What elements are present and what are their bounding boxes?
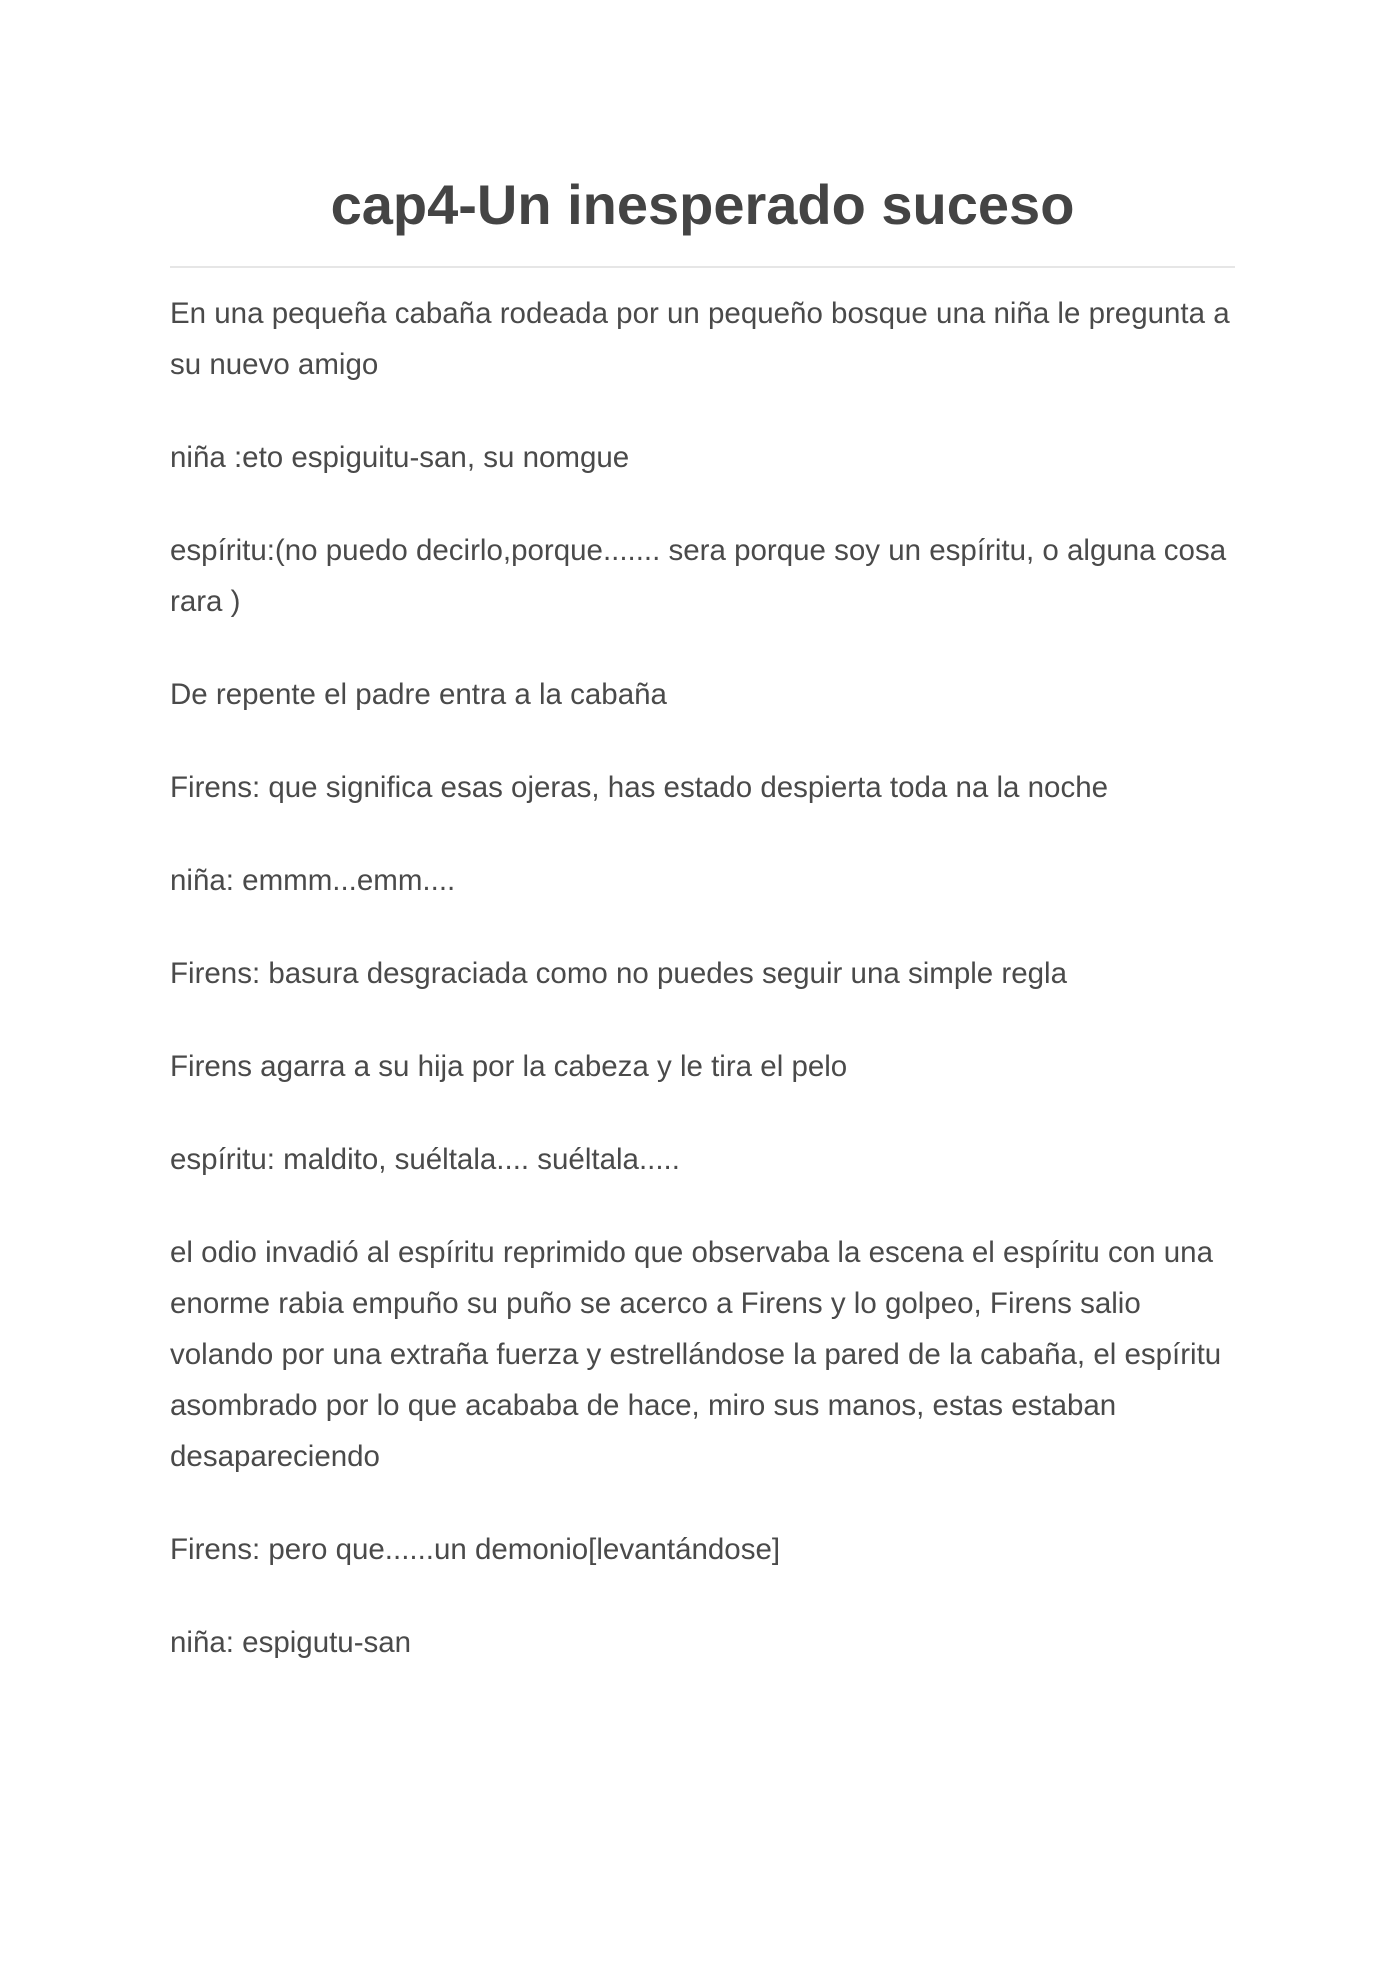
paragraph: En una pequeña cabaña rodeada por un pequeño bosque una niña le pregunta a su nuevo amigo bbox=[170, 297, 1230, 381]
document-body bbox=[170, 288, 1235, 1668]
paragraph: Firens: pero que......un demonio[levantándose] bbox=[170, 1533, 781, 1566]
document-page bbox=[170, 150, 1235, 1710]
paragraph: niña: emmm...emm.... bbox=[170, 864, 456, 897]
title-divider bbox=[170, 266, 1235, 268]
paragraph: De repente el padre entra a la cabaña bbox=[170, 678, 667, 711]
paragraph: niña: espigutu-san bbox=[170, 1626, 412, 1659]
paragraph: espíritu:(no puedo decirlo,porque....... sera porque soy un espíritu, o alguna cosa rara ) bbox=[170, 534, 1227, 618]
paragraph: el odio invadió al espíritu reprimido que observaba la escena el espíritu con una enorme rabia empuño su puño se acerco a Firens y lo golpeo, Firens salio volando por una extraña fuerza y estrellándose la pared de la cabaña, el espíritu asombrado por lo que acababa de hace, miro sus manos, estas estaban desapareciendo bbox=[170, 1236, 1222, 1473]
paragraph: niña :eto espiguitu-san, su nomgue bbox=[170, 441, 630, 474]
paragraph: Firens agarra a su hija por la cabeza y le tira el pelo bbox=[170, 1050, 848, 1083]
paragraph: espíritu: maldito, suéltala.... suéltala..... bbox=[170, 1143, 680, 1176]
page-title: cap4-Un inesperado suceso bbox=[330, 173, 1075, 236]
paragraph: Firens: basura desgraciada como no puedes seguir una simple regla bbox=[170, 957, 1067, 990]
paragraph: Firens: que significa esas ojeras, has estado despierta toda na la noche bbox=[170, 771, 1109, 804]
